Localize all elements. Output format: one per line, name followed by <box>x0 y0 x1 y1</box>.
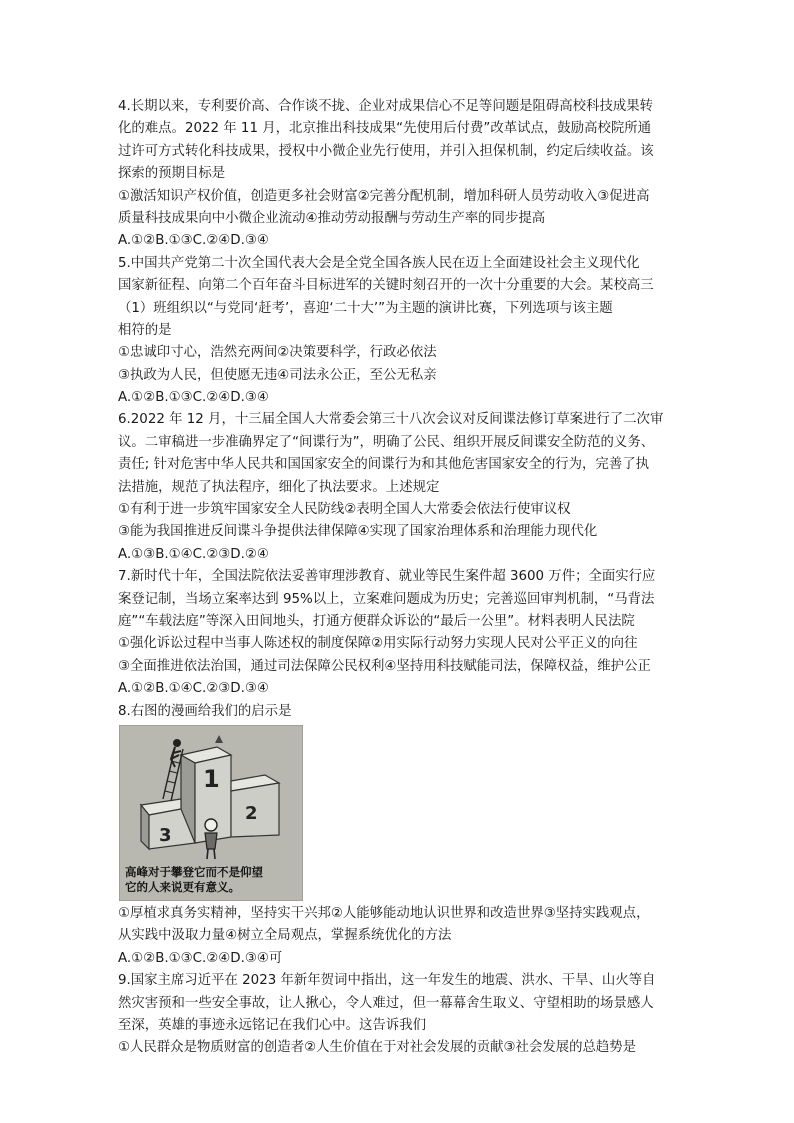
question-7-line: 7.新时代十年，全国法院依法妥善审理涉教育、就业等民生案件超 3600 万件；全面实行应 <box>118 569 656 585</box>
question-4-line: ①激活知识产权价值，创造更多社会财富②完善分配机制，增加科研人员劳动收入③促进高 <box>118 188 650 204</box>
question-8-stem: 8.右图的漫画给我们的启示是 <box>118 703 292 719</box>
question-7-line: 案登记制，当场立案率达到 95%以上，立案难问题成为历史；完善巡回审判机制，“马背法 <box>118 591 655 607</box>
question-5 <box>118 253 684 410</box>
question-6-line: 6.2022 年 12 月，十三届全国人大常委会第三十八次会议对反间谍法修订草案进行了二次审 <box>118 412 664 428</box>
question-6-line: 法措施，规范了执法程序，细化了执法要求。上述规定 <box>118 479 440 495</box>
cartoon-caption-line: 高峰对于攀登它而不是仰望 <box>125 864 263 879</box>
question-7-answer-options: A.①②B.①④C.②③D.③④ <box>118 681 269 697</box>
question-5-line: ③执政为人民，但使愿无违④司法永公正，至公无私亲 <box>118 367 437 383</box>
question-9-line: ①人民群众是物质财富的创造者②人生价值在于对社会发展的贡献③社会发展的总趋势是 <box>118 1040 637 1056</box>
question-8 <box>118 701 684 971</box>
question-4-line: 4.长期以来，专利要价高、合作谈不拢、企业对成果信心不足等问题是阻碍高校科技成果转 <box>118 99 654 114</box>
question-6-answer-options: A.①③B.①④C.②③D.②④ <box>118 546 269 562</box>
question-7 <box>118 566 684 700</box>
question-7-line: ①强化诉讼过程中当事人陈述权的制度保障②用实际行动努力实现人民对公平正义的向往 <box>118 636 638 652</box>
question-5-line: 5.中国共产党第二十次全国代表大会是全党全国各族人民在迈上全面建设社会主义现代化 <box>118 255 640 271</box>
question-7-line: ③全面推进依法治国，通过司法保障公民权利④坚持用科技赋能司法，保障权益，维护公正 <box>118 658 651 674</box>
question-6-line: ③能为我国推进反间谍斗争提供法律保障④实现了国家治理体系和治理能力现代化 <box>118 524 598 540</box>
question-8-line: 从实践中汲取力量④树立全局观点，掌握系统优化的方法 <box>118 928 452 944</box>
question-6-line: 责任; 针对危害中华人民共和国国家安全的间谍行为和其他危害国家安全的行为，完善了执 <box>118 457 649 473</box>
question-5-line: 国家新征程、向第二个百年奋斗目标进军的关键时刻召开的一次十分重要的大会。某校高三 <box>118 278 654 294</box>
question-4-line: 化的难点。2022 年 11 月，北京推出科技成果“先使用后付费”改革试点，鼓励高校院所通 <box>118 121 652 137</box>
podium-1-number: 1 <box>203 764 220 793</box>
cartoon-caption-line: 它的人来说更有意义。 <box>125 879 240 894</box>
podium-2-number: 2 <box>245 802 258 824</box>
question-8-line: ①厚植求真务实精神，坚持实干兴邦②人能够能动地认识世界和改造世界③坚持实践观点， <box>118 905 650 921</box>
question-9-line: 9.国家主席习近平在 2023 年新年贺词中指出，这一年发生的地震、洪水、干旱、山火等自 <box>118 973 656 989</box>
climber-head <box>173 739 181 747</box>
question-9-line: 然灾害预和一些安全事故，让人揪心，令人难过，但一幕幕舍生取义、守望相助的场景感人 <box>118 995 654 1011</box>
question-4-line: 质量科技成果向中小微企业流动④推动劳动报酬与劳动生产率的同步提高 <box>118 210 546 226</box>
question-6-line: ①有利于进一步筑牢国家安全人民防线②表明全国人大常委会依法行使审议权 <box>118 502 571 518</box>
onlooker-body <box>205 833 217 849</box>
question-8-answer-options: A.①②B.①③C.②④D.③④可 <box>118 950 283 966</box>
question-4-answer-options: A.①②B.①③C.②④D.③④ <box>118 233 269 249</box>
question-4 <box>118 96 684 253</box>
cartoon-caption <box>125 865 297 895</box>
question-6-line: 议。二审稿进一步准确界定了“间谍行为”，明确了公民、组织开展反间谍安全防范的义务、 <box>118 434 655 450</box>
question-content <box>118 96 684 1060</box>
question-4-line: 探索的预期目标是 <box>118 166 226 182</box>
question-7-line: 庭”“车载法庭”等深入田间地头，打通方便群众诉讼的“最后一公里”。材料表明人民法院 <box>118 613 635 629</box>
question-5-line: （1）班组织以“与党同‘赶考’，喜迎‘二十大’”为主题的演讲比赛，下列选项与该主题 <box>118 300 613 316</box>
question-5-line: ①忠诚印寸心，浩然充两间②决策要科学，行政必依法 <box>118 345 437 361</box>
question-5-line: 相符的是 <box>118 322 172 338</box>
question-9-line: 至深，英雄的事迹永远铭记在我们心中。这告诉我们 <box>118 1017 426 1033</box>
question-6 <box>118 409 684 566</box>
question-9 <box>118 970 684 1060</box>
cartoon-figure <box>119 725 303 901</box>
question-5-answer-options: A.①②B.①③C.②④D.③④ <box>118 390 269 406</box>
podium-3-number: 3 <box>159 824 172 846</box>
onlooker-head <box>205 819 217 831</box>
question-4-line: 过许可方式转化科技成果，授权中小微企业先行使用，并引入担保机制，约定后续收益。该 <box>118 143 654 159</box>
